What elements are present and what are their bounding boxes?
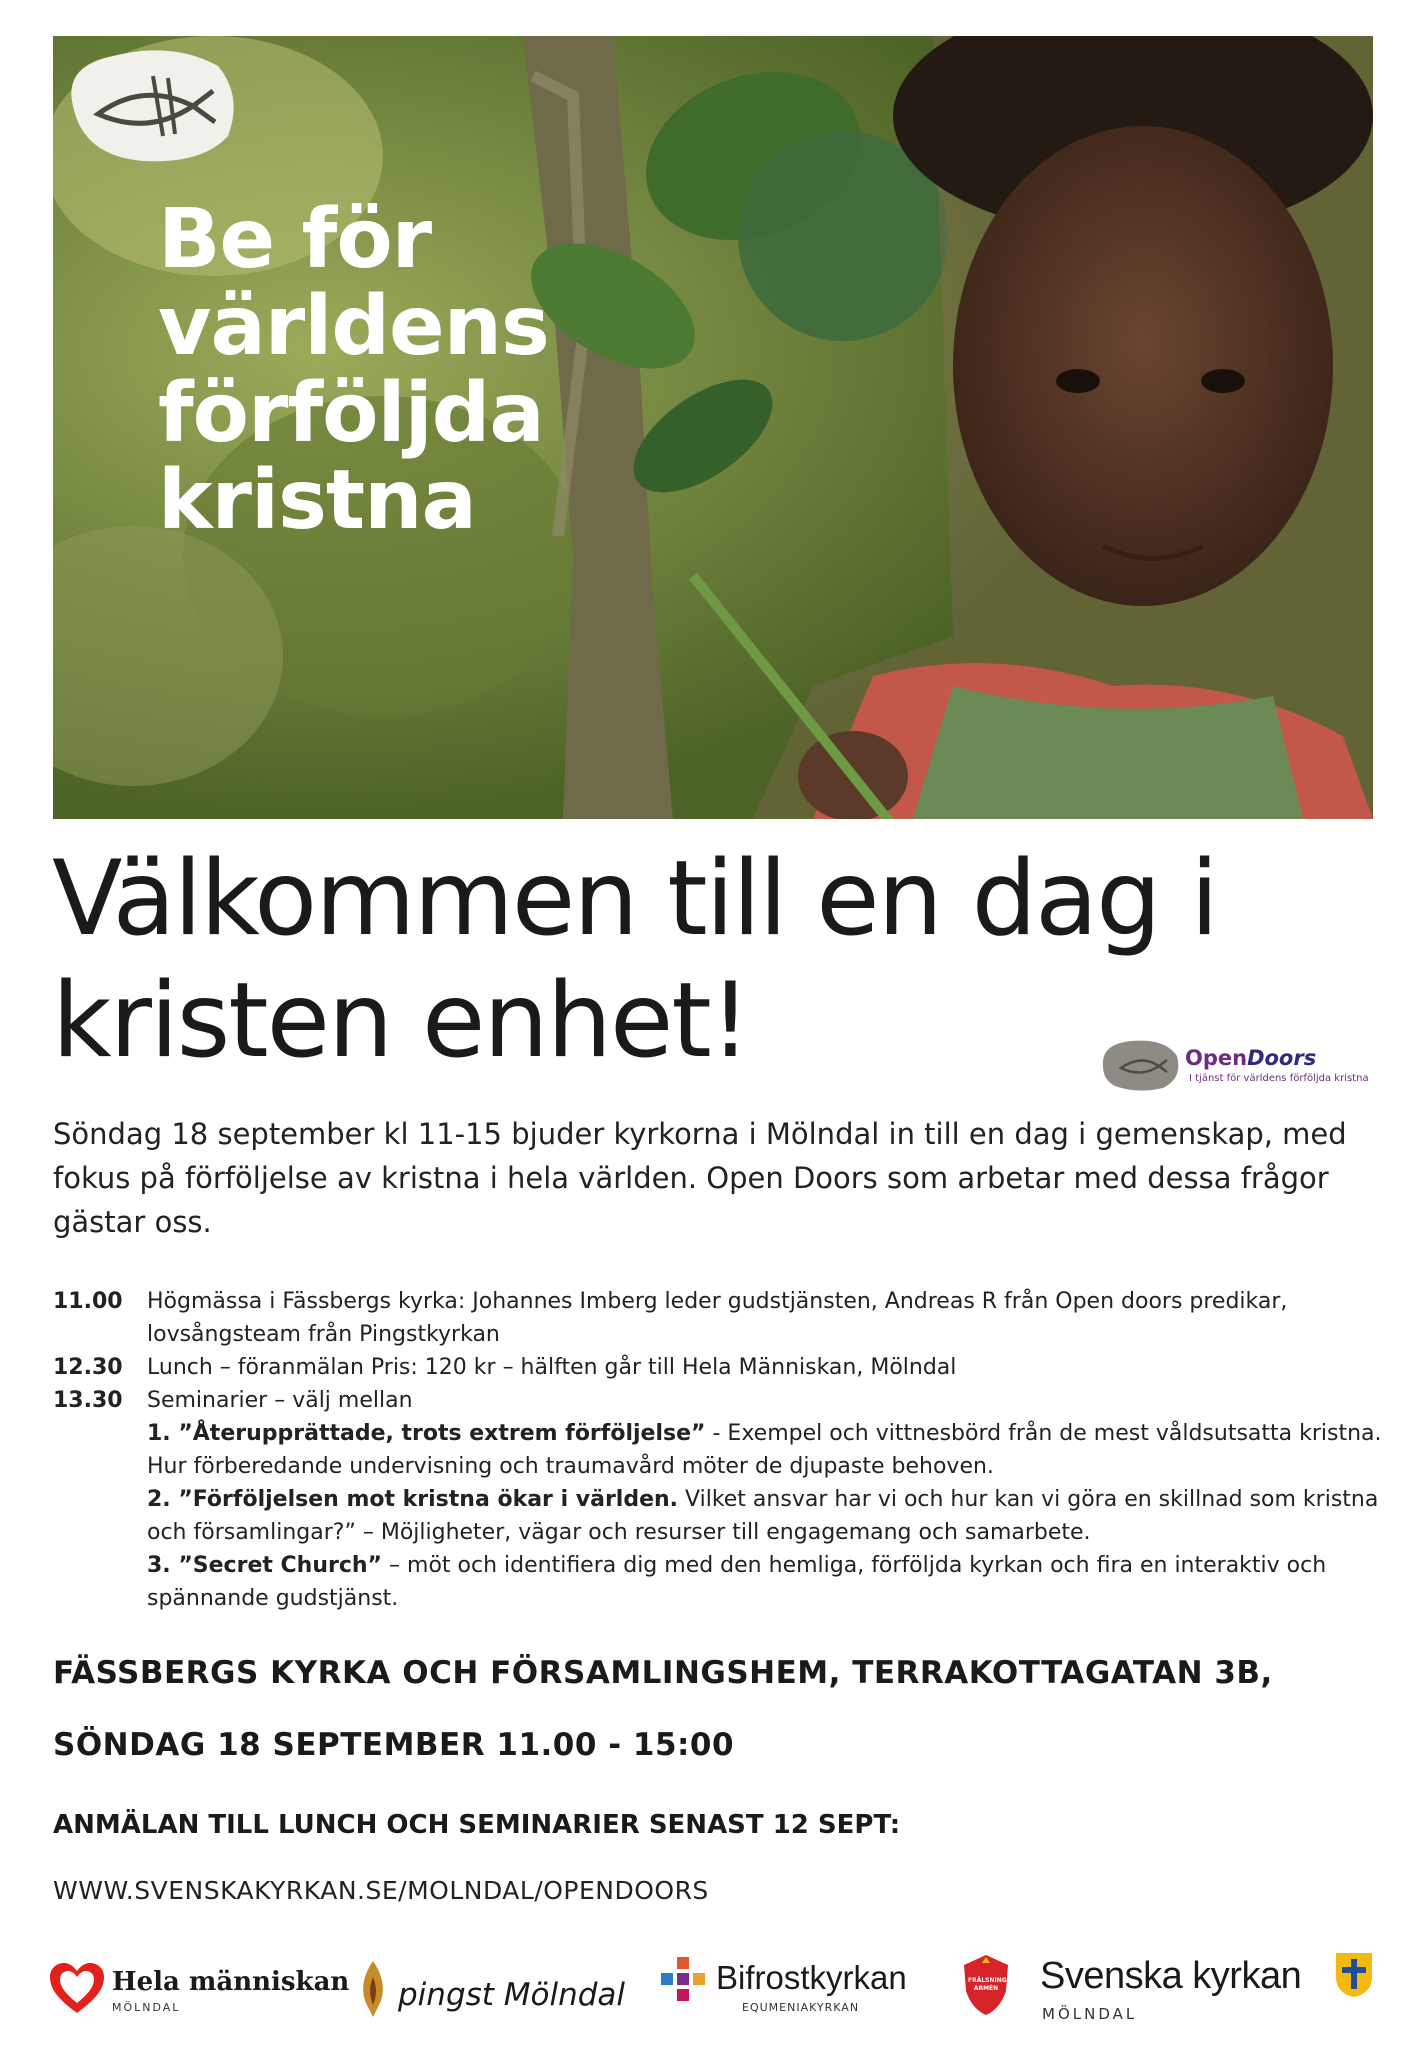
open-doors-subtitle: I tjänst för världens förföljda kristna: [1189, 1073, 1369, 1084]
hero-title-line: förföljda: [158, 366, 544, 461]
registration-url[interactable]: WWW.SVENSKAKYRKAN.SE/MOLNDAL/OPENDOORS: [53, 1876, 709, 1905]
hero-photo: [53, 36, 1373, 819]
flame-icon: [358, 1959, 388, 2019]
seminar-title: 2. ”Förföljelsen mot kristna ökar i världen.: [147, 1487, 679, 1512]
headline-line: Välkommen till en dag i: [52, 839, 1217, 959]
svenska-kyrkan-name: Svenska kyrkan: [1040, 1955, 1302, 1997]
seminar-title: 3. ”Secret Church”: [147, 1553, 383, 1578]
schedule-text: Seminarier – välj mellan: [147, 1388, 413, 1413]
open-doors-logo: [1097, 1036, 1387, 1092]
open-doors-title-italic: Doors: [1247, 1046, 1317, 1070]
registration-note: ANMÄLAN TILL LUNCH OCH SEMINARIER SENAST 12 SEPT:: [53, 1810, 901, 1840]
intro-paragraph: Söndag 18 september kl 11-15 bjuder kyrkorna i Mölndal in till en dag i gemenskap, med fokus på förföljelse av kristna i hela världen. Open Doors som arbetar med dessa frågor gästar oss.: [53, 1117, 1347, 1239]
sponsor-logos: [0, 1945, 1418, 2035]
pingst-name: pingst Mölndal: [398, 1977, 626, 2013]
venue-date: SÖNDAG 18 SEPTEMBER 11.00 - 15:00: [53, 1727, 735, 1763]
seminar-description: – möt och identifiera dig med den hemliga, förföljda kyrkan och fira en interaktiv och spännande gudstjänst.: [147, 1553, 1327, 1611]
schedule: [53, 1285, 1383, 1615]
fish-stone-icon: [53, 36, 243, 166]
venue-address: FÄSSBERGS KYRKA OCH FÖRSAMLINGSHEM, TERRAKOTTAGATAN 3B,: [53, 1655, 1273, 1691]
seminar-item: [147, 1417, 1383, 1483]
hero-title: [158, 192, 549, 548]
schedule-row: [53, 1384, 1383, 1417]
salvation-army-logo: [960, 1953, 1012, 2021]
schedule-text: Högmässa i Fässbergs kyrka: Johannes Imberg leder gudstjänsten, Andreas R från Open doors predikar, lovsångsteam från Pingstkyrkan: [147, 1289, 1288, 1347]
schedule-time: 11.00: [53, 1289, 123, 1314]
salvation-army-text: FRÄLSNINGS ARMÉN: [968, 1977, 1012, 1992]
seminar-item: [147, 1549, 1383, 1615]
cross-mosaic-icon: [658, 1955, 708, 2005]
bifrostkyrkan-name: Bifrostkyrkan: [716, 1959, 907, 1996]
schedule-time: 13.30: [53, 1388, 123, 1413]
bifrostkyrkan-sub: EQUMENIAKYRKAN: [742, 2001, 860, 2014]
hero-title-line: Be för: [158, 192, 432, 287]
hela-manniskan-name: Hela människan: [112, 1967, 350, 1997]
hela-manniskan-sub: MÖLNDAL: [112, 2001, 181, 2014]
open-doors-stone-icon: [1097, 1036, 1181, 1092]
schedule-text: Lunch – föranmälan Pris: 120 kr – hälften går till Hela Människan, Mölndal: [147, 1355, 957, 1380]
headline-line: kristen enhet!: [52, 961, 750, 1081]
heart-icon: [48, 1961, 106, 2015]
schedule-time: 12.30: [53, 1355, 123, 1380]
crown-shield-icon: [1332, 1949, 1376, 1999]
seminar-title: 1. ”Återupprättade, trots extrem förföljelse”: [147, 1421, 706, 1446]
open-doors-title: [1185, 1046, 1316, 1070]
seminar-item: [147, 1483, 1383, 1549]
svenska-kyrkan-sub: MÖLNDAL: [1042, 2005, 1138, 2023]
hero-title-line: kristna: [158, 453, 476, 548]
hero-title-line: världens: [158, 279, 549, 374]
schedule-row: [53, 1285, 1383, 1351]
seminar-description: - Exempel och vittnesbörd från de mest våldsutsatta kristna. Hur förberedande undervisning och traumavård möter de djupaste behoven.: [147, 1421, 1382, 1479]
seminar-description: Vilket ansvar har vi och hur kan vi göra en skillnad som kristna och församlingar?” – Möjligheter, vägar och resurser till engagemang och samarbete.: [147, 1487, 1379, 1545]
schedule-row: [53, 1351, 1383, 1384]
headline: [52, 838, 1217, 1082]
open-doors-title-plain: Open: [1185, 1046, 1248, 1070]
